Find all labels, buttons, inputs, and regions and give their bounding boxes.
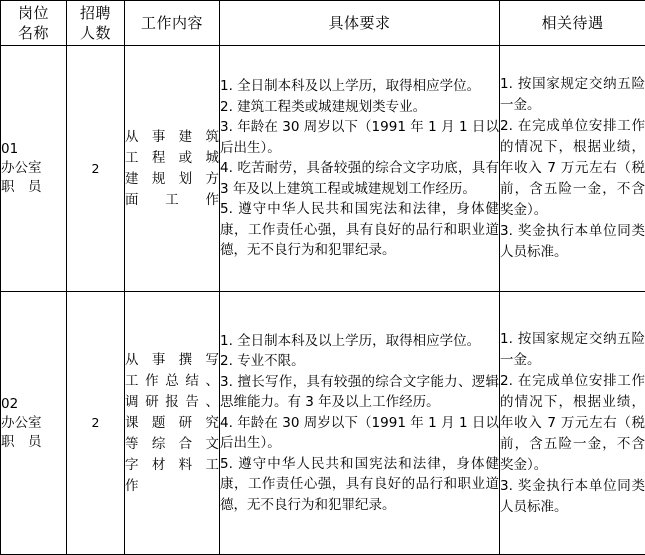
position-title-line: 办公室	[1, 414, 66, 433]
cell-specific-requirements	[220, 46, 500, 292]
table-header	[1, 1, 645, 46]
content-line: 课题研究	[125, 413, 219, 434]
header-specific-requirements	[220, 1, 500, 46]
cell-related-benefits	[500, 292, 645, 555]
cell-position-name	[1, 46, 67, 292]
cell-recruit-count: 2	[67, 292, 125, 555]
content-line: 面工作	[125, 190, 219, 211]
benefit-item: 2. 在完成单位安排工作的情况下，根据业绩，年收入 7 万元左右（税前，含五险一金，不含奖金）。	[500, 371, 645, 476]
header-line: 工作内容	[125, 13, 219, 33]
benefit-item: 1. 按国家规定交纳五险一金。	[500, 74, 645, 116]
requirement-item: 1. 全日制本科及以上学历，取得相应学位。	[220, 76, 499, 97]
table-row	[1, 292, 645, 555]
cell-work-content	[125, 46, 220, 292]
cell-specific-requirements	[220, 292, 500, 555]
requirement-item: 4. 吃苦耐劳，具备较强的综合文字功底，具有 3 年及以上建筑工程或城建规划工作经历。	[220, 158, 499, 199]
cell-recruit-count: 2	[67, 46, 125, 292]
position-title-line: 办公室	[1, 159, 66, 178]
benefit-item: 3. 奖金执行本单位同类人员标准。	[500, 476, 645, 518]
requirement-item: 3. 擅长写作，具有较强的综合文字能力、逻辑思维能力。有 3 年及以上工作经历。	[220, 372, 499, 413]
content-line: 作	[125, 476, 219, 497]
content-line: 从事撰写	[125, 350, 219, 371]
header-position-name	[1, 1, 67, 46]
position-code: 01	[1, 140, 66, 159]
header-line: 岗位	[1, 3, 66, 23]
requirement-item: 4. 年龄在 30 周岁以下（1991 年 1 月 1 日以后出生）。	[220, 413, 499, 454]
header-work-content	[125, 1, 220, 46]
content-line: 工程或城	[125, 148, 219, 169]
requirement-item: 5. 遵守中华人民共和国宪法和法律，身体健康，工作责任心强，具有良好的品行和职业道德，无不良行为和犯罪纪录。	[220, 199, 499, 261]
benefit-item: 2. 在完成单位安排工作的情况下，根据业绩，年收入 7 万元左右（税前，含五险一金，不含奖金）。	[500, 116, 645, 221]
content-line: 等综合文	[125, 434, 219, 455]
header-line: 具体要求	[220, 13, 499, 33]
requirement-item: 2. 专业不限。	[220, 351, 499, 372]
cell-related-benefits	[500, 46, 645, 292]
requirement-item: 2. 建筑工程类或城建规划类专业。	[220, 97, 499, 118]
content-line: 工作总结、	[125, 371, 219, 392]
header-line: 名称	[1, 23, 66, 43]
cell-position-name	[1, 292, 67, 555]
benefit-item: 3. 奖金执行本单位同类人员标准。	[500, 221, 645, 263]
benefit-item: 1. 按国家规定交纳五险一金。	[500, 329, 645, 371]
header-related-benefits	[500, 1, 645, 46]
header-line: 相关待遇	[500, 13, 645, 33]
content-line: 建规划方	[125, 169, 219, 190]
content-line: 调研报告、	[125, 392, 219, 413]
position-title-line: 职 员	[1, 178, 66, 197]
header-recruit-count	[67, 1, 125, 46]
table-row	[1, 46, 645, 292]
position-title-line: 职 员	[1, 433, 66, 452]
cell-work-content	[125, 292, 220, 555]
content-line: 从事建筑	[125, 127, 219, 148]
header-row	[1, 1, 645, 46]
requirement-item: 5. 遵守中华人民共和国宪法和法律，身体健康，工作责任心强，具有良好的品行和职业道德，无不良行为和犯罪纪录。	[220, 454, 499, 516]
table-body	[1, 46, 645, 555]
content-line: 字材料工	[125, 455, 219, 476]
position-code: 02	[1, 395, 66, 414]
requirement-item: 1. 全日制本科及以上学历，取得相应学位。	[220, 331, 499, 352]
header-line: 招聘	[67, 3, 124, 23]
header-line: 人数	[67, 23, 124, 43]
requirement-item: 3. 年龄在 30 周岁以下（1991 年 1 月 1 日以后出生）。	[220, 117, 499, 158]
